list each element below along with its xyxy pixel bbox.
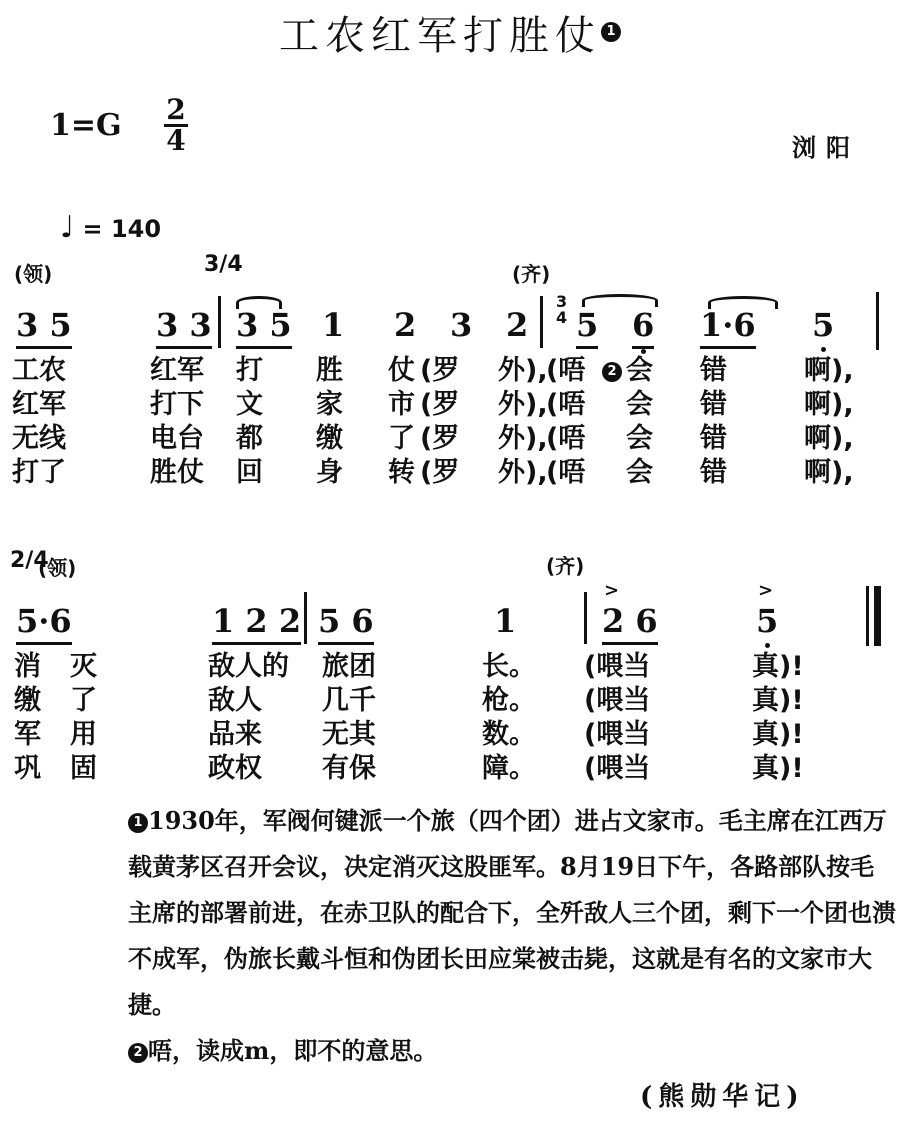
title-text: 工农红军打胜仗 — [279, 13, 601, 59]
time-signature — [162, 93, 190, 157]
footnotes — [128, 798, 898, 1074]
note-group: 5·6 — [16, 602, 72, 645]
note-group: 3 5 — [236, 306, 292, 349]
lead-marker: (领) — [14, 262, 53, 286]
footnote-marker: 1 — [128, 813, 148, 833]
note-group: 1 2 2 — [212, 602, 301, 645]
chorus-marker: (齐) — [512, 262, 551, 286]
lyric-column: 消 缴 军 巩 — [14, 651, 41, 784]
bar-line — [304, 592, 307, 644]
note: 6 — [632, 306, 654, 349]
lyric-column: 旅团 几千 无其 有保 — [322, 651, 376, 784]
meter-change: 2/4 — [10, 548, 49, 573]
footnote — [128, 1028, 898, 1074]
lyric-column: 长。 枪。 数。 障。 — [482, 651, 536, 784]
note-group: 5 6 — [318, 602, 374, 645]
note: 2 — [394, 306, 417, 344]
note-group: 3 5 — [16, 306, 72, 349]
lyric-column: 工农 红军 无线 打了 — [12, 355, 66, 488]
bar-line — [218, 296, 221, 348]
lyric-column: 敌人的 敌人 品来 政权 — [208, 651, 289, 784]
lead-marker: (领) — [38, 556, 77, 580]
meter-change-small: 3 4 — [556, 292, 568, 327]
final-bar-line-thick — [874, 586, 881, 646]
lyric-column: 红军 打下 电台 胜仗 — [150, 355, 204, 488]
footnote-marker: 2 — [128, 1043, 148, 1063]
tempo-value: = 140 — [82, 215, 162, 243]
song-title — [0, 4, 900, 61]
lyric-column: 打 文 都 回 — [236, 355, 263, 488]
tempo-marking — [60, 210, 161, 245]
place-of-origin: 浏阳 — [792, 134, 860, 162]
lyric-column: 外), 外), 外), 外), — [498, 355, 548, 488]
note-group-accented: > 2 6 — [602, 602, 658, 645]
note: 3 — [450, 306, 473, 344]
lyric-column: 会 会 会 会 — [626, 355, 653, 488]
chorus-marker: (齐) — [546, 554, 585, 578]
lyric-column: 错 错 错 错 — [700, 355, 727, 488]
time-signature-numerator: 2 — [166, 93, 186, 126]
bar-line — [876, 292, 879, 350]
lyric-footnote-marker: 2 — [602, 362, 622, 382]
lyric-column: (罗 (罗 (罗 (罗 — [420, 355, 460, 488]
note: 5 — [812, 306, 835, 344]
bar-line — [584, 592, 587, 644]
lyric-column: (喂当 (喂当 (喂当 (喂当 — [584, 651, 651, 784]
note-accented: > 5 — [756, 602, 778, 640]
lyric-column: 啊), 啊), 啊), 啊), — [804, 355, 854, 488]
key-signature: 1=G — [50, 108, 122, 143]
bar-line — [540, 296, 543, 348]
final-bar-line-thin — [866, 586, 869, 646]
note: 2 — [506, 306, 529, 344]
time-signature-denominator: 4 — [166, 124, 186, 157]
lyric-column: 胜 家 缴 身 — [316, 355, 343, 488]
note-group: 3 3 — [156, 306, 212, 349]
footnote — [128, 798, 898, 1028]
lyric-column: 灭 了 用 固 — [70, 651, 97, 784]
note-group: 1·6 — [700, 306, 756, 349]
lyric-column: 仗 市 了 转 — [388, 355, 415, 488]
quarter-note-icon: ♩ — [60, 210, 75, 245]
title-footnote-marker: 1 — [601, 22, 621, 42]
lyric-column: (唔 (唔 (唔 (唔 — [546, 355, 586, 488]
note: 1 — [322, 306, 345, 344]
footnote-text: 唔，读成m，即不的意思。 — [148, 1036, 438, 1065]
footnote-text: 1930年，军阀何键派一个旅（四个团）进占文家市。毛主席在江西万载黄茅区召开会议，决定消灭这股匪军。8月19日下午，各路部队按毛主席的部署前进，在赤卫队的配合下，全歼敌人三个团，剩下一个团也溃不成军，伪旅长戴斗恒和伪团长田应棠被击毙，这就是有名的文家市大捷。 — [128, 806, 896, 1019]
recorder-credit: (熊勋华记) — [640, 1082, 805, 1112]
note: 1 — [494, 602, 517, 640]
lyric-column: 真)! 真)! 真)! 真)! — [752, 651, 804, 784]
meter-change: 3/4 — [204, 252, 243, 277]
note: 5 — [576, 306, 598, 349]
